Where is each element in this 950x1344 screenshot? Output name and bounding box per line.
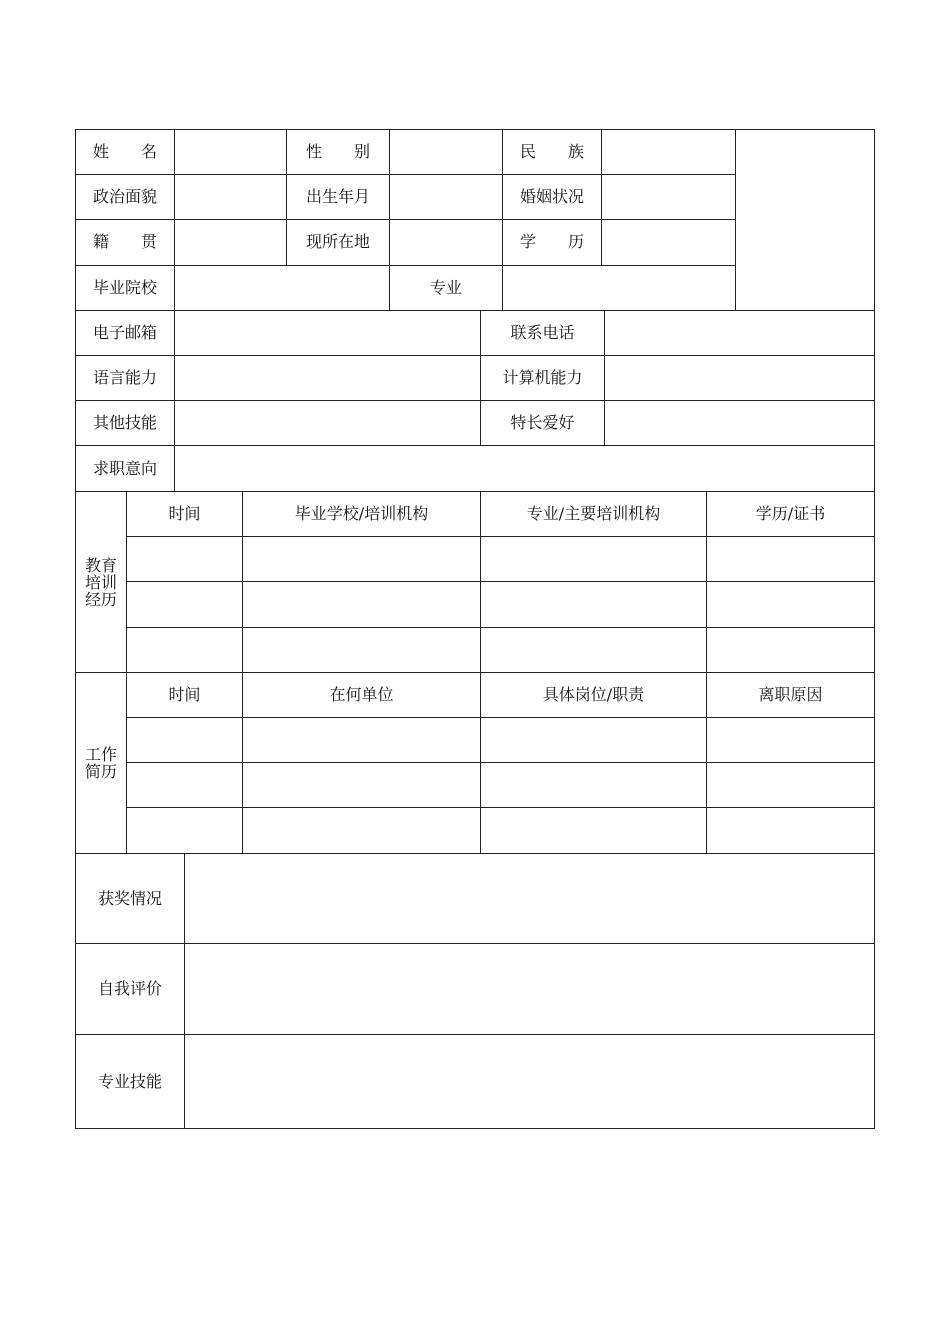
work-header-position: 具体岗位/职责 [542,685,645,704]
label-gender: 性 别 [305,142,370,161]
label-native: 籍 贯 [92,232,157,251]
political-field[interactable] [175,175,286,219]
edu-header-school: 毕业学校/培训机构 [294,504,429,523]
email-field[interactable] [175,311,480,355]
location-field[interactable] [390,220,502,265]
label-hobbies: 特长爱好 [510,413,575,432]
ethnicity-field[interactable] [602,130,735,174]
computer-field[interactable] [605,356,874,400]
edu-header-degree: 学历/证书 [755,504,826,523]
birth-field[interactable] [390,175,502,219]
label-pro-skills: 专业技能 [97,1071,162,1091]
label-name: 姓 名 [92,142,157,161]
label-email: 电子邮箱 [92,323,157,342]
pro-skills-field[interactable] [185,1035,874,1128]
label-location: 现所在地 [305,232,370,251]
photo-area[interactable] [736,130,874,310]
name-field[interactable] [175,130,286,174]
label-major: 专业 [429,278,462,297]
edu-header-major: 专业/主要培训机构 [526,504,661,523]
native-field[interactable] [175,220,286,265]
work-header-company: 在何单位 [329,685,394,704]
label-computer: 计算机能力 [502,368,583,387]
label-ethnicity: 民 族 [519,142,584,161]
label-birth: 出生年月 [305,187,370,206]
awards-field[interactable] [185,854,874,943]
language-field[interactable] [175,356,480,400]
work-row-2[interactable] [127,763,874,807]
phone-field[interactable] [605,311,874,355]
major-field[interactable] [503,266,735,310]
hobbies-field[interactable] [605,401,874,445]
work-header-time: 时间 [168,685,201,704]
grid-line [75,1128,875,1129]
intention-field[interactable] [175,446,874,491]
self-eval-field[interactable] [185,944,874,1034]
school-field[interactable] [175,266,389,310]
edu-header-time: 时间 [168,504,201,523]
other-skills-field[interactable] [175,401,480,445]
label-marital: 婚姻状况 [519,187,584,206]
label-other-skills: 其他技能 [92,413,157,432]
work-section-label: 工作简历 [84,745,117,781]
edu-row-3[interactable] [127,628,874,672]
work-header-reason: 离职原因 [758,685,823,704]
label-self-eval: 自我评价 [97,979,162,998]
label-school: 毕业院校 [92,278,157,297]
edu-row-2[interactable] [127,582,874,627]
marital-field[interactable] [602,175,735,219]
label-political: 政治面貌 [92,187,157,206]
work-row-3[interactable] [127,808,874,853]
education-field[interactable] [602,220,735,265]
label-awards: 获奖情况 [97,888,162,908]
education-section-label: 教育培训经历 [84,555,117,609]
work-row-1[interactable] [127,718,874,762]
label-intention: 求职意向 [92,458,157,478]
label-phone: 联系电话 [510,323,575,342]
label-language: 语言能力 [92,368,157,387]
edu-row-1[interactable] [127,537,874,581]
grid-line [874,129,875,1129]
label-education: 学 历 [519,232,584,251]
gender-field[interactable] [390,130,502,174]
